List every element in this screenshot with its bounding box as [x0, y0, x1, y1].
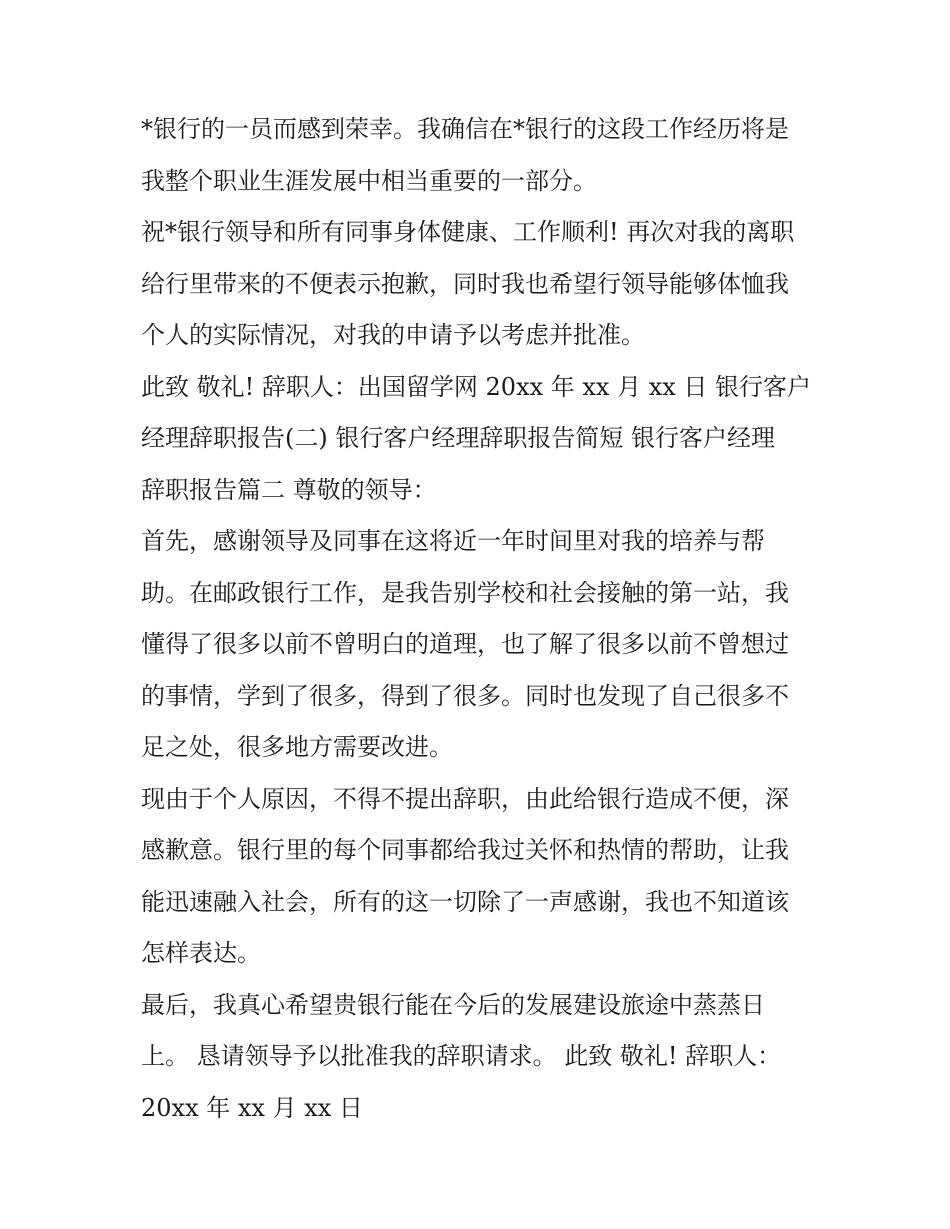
text-line: 怎样表达。 — [141, 939, 261, 967]
text-line: 经理辞职报告(二) 银行客户经理辞职报告简短 银行客户经理 — [141, 424, 775, 452]
text-line: 首先，感谢领导及同事在这将近一年时间里对我的培养与帮 — [141, 527, 765, 555]
text-line: 现由于个人原因，不得不提出辞职，由此给银行造成不便，深 — [141, 784, 789, 813]
text-line: 足之处，很多地方需要改进。 — [141, 733, 453, 761]
text-line: 20xx 年 xx 月 xx 日 — [141, 1093, 363, 1122]
text-line: 的事情，学到了很多，得到了很多。同时也发现了自己很多不 — [141, 681, 789, 710]
text-line: 个人的实际情况，对我的申请予以考虑并批准。 — [141, 321, 645, 349]
text-line: 祝*银行领导和所有同事身体健康、工作顺利! 再次对我的离职 — [141, 218, 795, 246]
text-line: 此致 敬礼! 辞职人：出国留学网 20xx 年 xx 月 xx 日 银行客户 — [141, 372, 812, 401]
text-line: 辞职报告篇二 尊敬的领导： — [141, 475, 437, 504]
text-line: 上。 恳请领导予以批准我的辞职请求。 此致 敬礼! 辞职人： — [141, 1042, 782, 1070]
text-line: 给行里带来的不便表示抱歉，同时我也希望行领导能够体恤我 — [141, 269, 789, 298]
text-line: 感歉意。银行里的每个同事都给我过关怀和热情的帮助，让我 — [141, 836, 789, 864]
document-body — [141, 104, 821, 1134]
text-line: 最后，我真心希望贵银行能在今后的发展建设旅途中蒸蒸日 — [141, 990, 765, 1019]
text-line: 我整个职业生涯发展中相当重要的一部分。 — [141, 166, 597, 195]
text-line: 能迅速融入社会，所有的这一切除了一声感谢，我也不知道该 — [141, 887, 789, 916]
text-line: 懂得了很多以前不曾明白的道理，也了解了很多以前不曾想过 — [141, 630, 789, 658]
text-line: *银行的一员而感到荣幸。我确信在*银行的这段工作经历将是 — [141, 115, 789, 143]
text-line: 助。在邮政银行工作，是我告别学校和社会接触的第一站，我 — [141, 578, 789, 607]
